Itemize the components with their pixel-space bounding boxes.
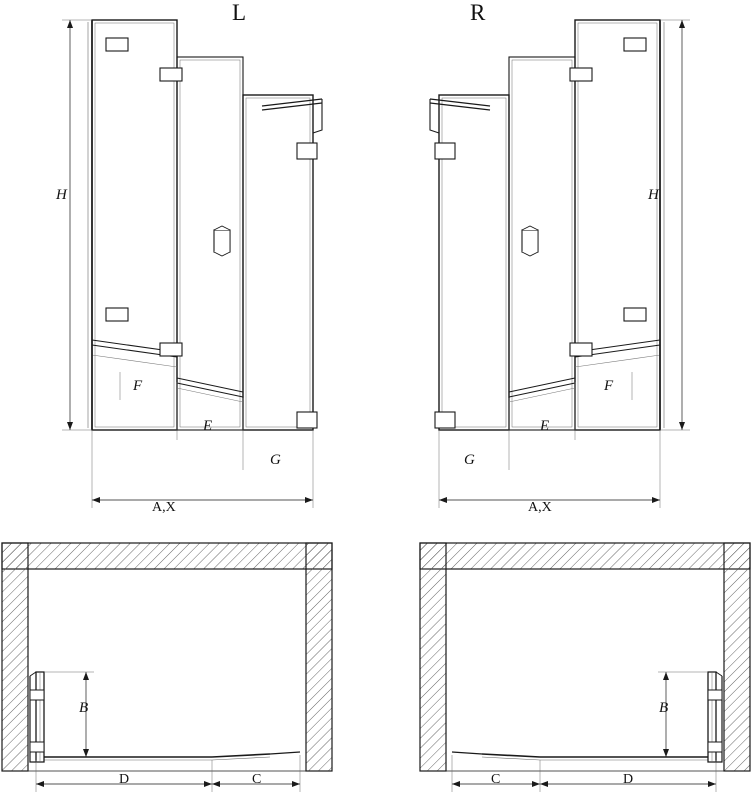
height-dim-label-right: H <box>648 187 659 203</box>
plan-right-group <box>420 543 750 792</box>
panel-f-label-right: F <box>604 378 614 394</box>
door-leaf-dim-label-right: D <box>623 772 634 787</box>
variant-label-left: L <box>232 0 247 25</box>
depth-dim-label-right: B <box>659 700 669 716</box>
overall-width-label-right: A,X <box>528 500 552 515</box>
fixed-panel-dim-label-left: C <box>252 772 262 787</box>
variant-label-right: R <box>470 0 486 25</box>
panel-g-label-right: G <box>464 452 475 468</box>
door-leaf-dim-label-left: D <box>119 772 130 787</box>
fixed-panel-dim-label-right: C <box>491 772 501 787</box>
overall-width-label-left: A,X <box>152 500 176 515</box>
elevation-right-group <box>430 20 690 508</box>
elevation-left-group <box>62 20 322 508</box>
panel-e-label-right: E <box>540 418 550 434</box>
plan-left-group <box>2 543 332 792</box>
panel-e-label-left: E <box>203 418 213 434</box>
panel-f-label-left: F <box>133 378 143 394</box>
depth-dim-label-left: B <box>79 700 89 716</box>
panel-g-label-left: G <box>270 452 281 468</box>
height-dim-label-left: H <box>56 187 67 203</box>
